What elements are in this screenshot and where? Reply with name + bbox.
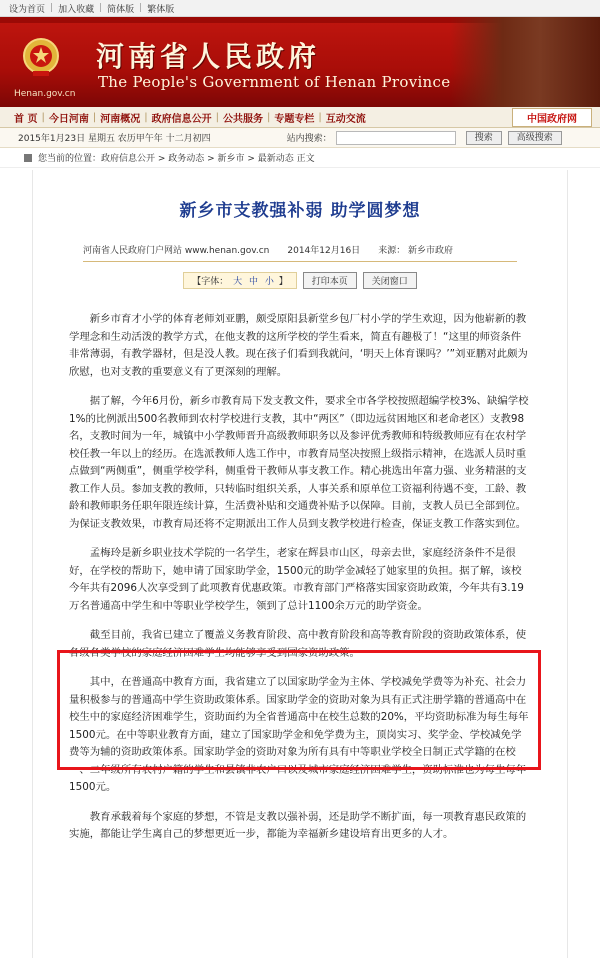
date-search-bar xyxy=(0,128,600,148)
font-toolbar xyxy=(33,272,567,289)
set-homepage-link[interactable]: 设为首页 xyxy=(9,4,46,15)
china-gov-link[interactable]: 中国政府网 xyxy=(512,108,592,127)
nav-interaction[interactable]: 互动交流 xyxy=(325,113,366,125)
breadcrumb-prefix: 您当前的位置： xyxy=(38,154,102,164)
article-paragraph-highlighted: 孟梅玲是新乡职业技术学院的一名学生，老家在辉县市山区，母亲去世，家庭经济条件不是很好，在学校的帮助下，她申请了国家助学金，1500元的助学金减轻了她家里的负担。据了解，该校今年共有2096人次享受到了此项教育优惠政策。市教育部门严格落实国家资助政策，今年共有3.19万名普通高中学生和中等职业学校学生，领到了总计1100余万元的助学资金。 xyxy=(69,547,524,612)
top-utility-bar xyxy=(0,0,600,17)
article-source: 河南省人民政府门户网站 www.henan.gov.cn xyxy=(83,246,270,256)
traditional-link[interactable]: 繁体版 xyxy=(147,4,175,15)
separator: | xyxy=(50,3,54,13)
add-favorites-link[interactable]: 加入收藏 xyxy=(58,4,95,15)
article-meta xyxy=(83,243,517,262)
search-button[interactable]: 搜索 xyxy=(466,131,502,145)
breadcrumb xyxy=(0,148,600,168)
nav-henan-overview[interactable]: 河南概况 xyxy=(100,113,141,125)
domain-label: Henan.gov.cn xyxy=(14,89,76,99)
breadcrumb-path[interactable]: 政府信息公开 > 政务动态 > 新乡市 > 最新动态 正文 xyxy=(101,154,315,164)
close-window-button[interactable]: 关闭窗口 xyxy=(363,272,417,289)
article-card xyxy=(32,170,568,958)
article-title: 新乡市支教强补弱 助学圆梦想 xyxy=(179,201,421,221)
nav-home[interactable]: 首 页 xyxy=(14,113,38,125)
national-emblem-icon xyxy=(22,37,60,77)
font-medium-link[interactable]: 中 xyxy=(248,277,258,287)
article-paragraph: 教育承载着每个家庭的梦想，不管是支教以强补弱，还是助学不断扩面，每一项教育惠民政策的实施，都能让学生离自己的梦想更近一步，都能为幸福新乡建设培育出更多的人才。 xyxy=(69,810,527,840)
font-label-close: 】 xyxy=(278,277,288,287)
article-paragraph: 截至目前，我省已建立了覆盖义务教育阶段、高中教育阶段和高等教育阶段的资助政策体系，使各级各类学校的家庭经济困难学生均能够享受到国家资助政策。 xyxy=(69,629,527,659)
nav-divider: | xyxy=(144,111,148,123)
nav-gov-info[interactable]: 政府信息公开 xyxy=(151,113,212,125)
nav-divider: | xyxy=(266,111,271,123)
separator: | xyxy=(99,3,103,13)
search-input[interactable] xyxy=(336,131,456,145)
article-date: 2014年12月16日 xyxy=(287,246,361,256)
article-paragraph: 其中，在普通高中教育方面，我省建立了以国家助学金为主体、学校减免学费等为补充、社会力量积极参与的普通高中学生资助政策体系。国家助学金的资助对象为具有正式注册学籍的普通高中在校生中的家庭经济困难学生，资助面约为全省普通高中在校生总数的20%，平均资助标准为每生每年1500元。在中等职业教育方面，建立了国家助学金和免学费为主，顶岗实习、奖学金、学校减免学费等为辅的资助政策体系。国家助学金的资助对象为所有具有中等职业学校全日制正式学籍的在校一、二年级所有农村户籍的学生和县镇非农户口以及城市家庭经济困难学生，资助标准也为每生每年1500元。 xyxy=(69,676,529,793)
advanced-search-button[interactable]: 高级搜索 xyxy=(508,131,562,145)
nav-divider: | xyxy=(215,111,219,123)
simplified-link[interactable]: 简体版 xyxy=(107,4,135,15)
separator: | xyxy=(139,3,143,13)
font-large-link[interactable]: 大 xyxy=(233,277,243,287)
main-nav xyxy=(0,107,600,128)
nav-divider: | xyxy=(318,111,322,123)
font-label: 【字体： xyxy=(192,277,229,287)
banner-statue-image xyxy=(450,17,600,107)
nav-divider: | xyxy=(92,111,97,123)
article-paragraph: 新乡市育才小学的体育老师刘亚鹏，颇受原阳县新堂乡包厂村小学的学生欢迎，因为他崭新的教学理念和生动活泼的教学方式，在他支教的这所学校的学生看来，简直有趣极了！“这里的师资条件非常薄弱，有教学器材，但是没人教。现在孩子们看到我就问，‘明天上体育课吗？’”刘亚鹏对此颇为欣慰，也对支教的重要意义有了更深刻的理解。 xyxy=(69,313,528,378)
nav-today-henan[interactable]: 今日河南 xyxy=(48,113,89,125)
nav-public-service[interactable]: 公共服务 xyxy=(222,113,263,125)
site-title: 河南省人民政府 xyxy=(96,40,321,73)
article-body xyxy=(69,311,531,844)
nav-special-topics[interactable]: 专题专栏 xyxy=(274,113,315,125)
search-label: 站内搜索： xyxy=(286,134,332,144)
article-paragraph: 据了解，今年6月份，新乡市教育局下发支教文件，要求全市各学校按照超编学校3%、缺编学校1%的比例派出500名教师到农村学校进行支教，其中“两区”（即边远贫困地区和老命老区）支教98名，支教时间为一年，城镇中小学教师晋升高级教师职务以及参评优秀教师和特级教师应有在农村学校任教一年以上的经历。在选派教师人选工作中，市教育局坚决按照上级指示精神，在选派人员时重点做到“两侧重”，侧重学校学科，侧重骨干教师从事支教工作。精心挑选出年富力强、业务精湛的支教工作人员。参加支教的教师，只转临时组织关系，人事关系和原单位工资福利待遇不变，工龄、教龄和教师职务任职年限连续计算，生活费补贴和交通费补贴予以保障。目前，支教人员已全部到位。为保证支教效果，市教育局还将不定期派出工作人员到支教学校进行检查，保证支教工作落实到位。 xyxy=(69,395,529,530)
font-size-selector xyxy=(183,272,297,289)
location-icon xyxy=(24,154,32,162)
article-origin: 来源： 新乡市政府 xyxy=(378,246,454,256)
site-subtitle: The People's Government of Henan Province xyxy=(98,73,451,91)
site-banner xyxy=(0,17,600,107)
font-small-link[interactable]: 小 xyxy=(264,277,274,287)
current-date: 2015年1月23日 星期五 农历甲午年 十二月初四 xyxy=(18,134,211,144)
print-button[interactable]: 打印本页 xyxy=(303,272,357,289)
nav-divider: | xyxy=(41,111,45,123)
